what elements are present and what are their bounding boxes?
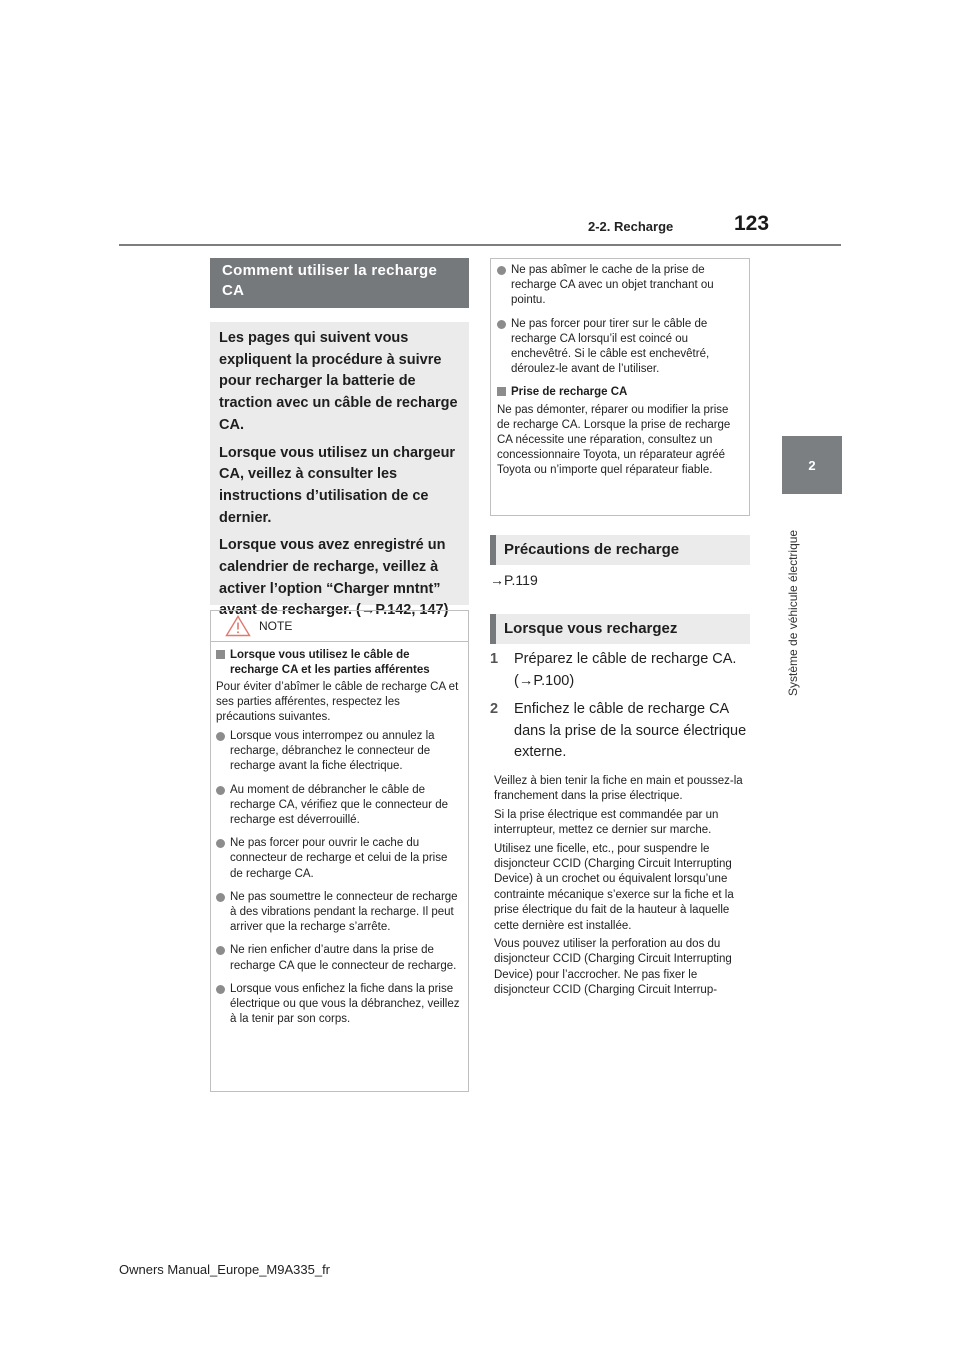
circle-bullet-icon [216,946,225,955]
paragraph: Vous pouvez utiliser la perforation au dos du disjoncteur CCID (Charging Circuit Interrupting Device) pour l’accrocher. Ne pas fixer le disjoncteur CCID (Charging Circuit Interrup- [494,938,732,997]
paragraph: Veillez à bien tenir la fiche en main et poussez-la franchement dans la prise électrique. [494,775,743,803]
list-item: Au moment de débrancher le câble de recharge CA, vérifiez que le connecteur de recharge est déverrouillé. [216,783,460,829]
footer-doc-id: Owners Manual_Europe_M9A335_fr [119,1262,331,1277]
intro-box [210,322,469,619]
circle-bullet-icon [216,985,225,994]
square-bullet-icon [216,650,225,659]
circle-bullet-icon [216,893,225,902]
chapter-number: 2 [808,457,816,473]
charging-instructions [494,774,746,1002]
note-box [210,610,469,1092]
header-rule [119,244,841,246]
page-reference-link[interactable]: →P.119 [490,572,538,588]
circle-bullet-icon [216,732,225,741]
square-bullet-icon [497,387,506,396]
paragraph: Utilisez une ficelle, etc., pour suspendre le disjoncteur CCID (Charging Circuit Interrupting Device) à un crochet ou équivalent lorsqu’une contrainte mécanique s’exerce sur la fiche et la prise électrique du fait de la hauteur à laquelle cette dernière est installée. [494,842,734,932]
paragraph: Si la prise électrique est commandée par un interrupteur, mettez ce dernier sur marche. [494,808,719,837]
list-item: Ne rien enficher d’autre dans la prise de recharge CA que le connecteur de recharge. [216,943,460,973]
chapter-title-vertical [782,500,810,700]
step-text: Enfichez le câble de recharge CA dans la prise de la source électrique externe. [514,701,747,761]
note-title: Lorsque vous utilisez le câble de recharge CA et les parties afférentes [216,648,460,677]
intro-paragraph: Les pages qui suivent vous expliquent la procédure à suivre pour recharger la batterie de traction avec un câble de recharge CA. [219,330,458,433]
heading-bar [490,614,496,644]
charge-port-title: Prise de recharge CA [497,385,741,400]
step-number: 1 [490,651,499,667]
section-heading-ac-charging: Comment utiliser la recharge CA [210,258,469,308]
note-continuation-box [490,258,750,516]
list-item: Lorsque vous interrompez ou annulez la recharge, débranchez le connecteur de recharge avant la fiche électrique. [216,729,460,775]
list-item: Lorsque vous enfichez la fiche dans la prise électrique ou que vous la débranchez, veillez à la tenir par son corps. [216,982,460,1028]
note-label: NOTE [259,619,293,633]
section-heading-precautions: Précautions de recharge [490,535,750,565]
chapter-tab[interactable] [782,436,842,494]
step-2 [490,699,750,764]
warning-triangle-icon [225,615,251,637]
step-1 [490,649,750,692]
list-item: Ne pas soumettre le connecteur de recharge à des vibrations pendant la recharge. Il peut arriver que la recharge s’arrête. [216,890,460,936]
charge-port-text: Ne pas démonter, réparer ou modifier la prise de recharge CA. Lorsque la prise de recharge CA nécessite une réparation, consultez un concessionnaire Toyota, un réparateur agréé Toyota ou n’importe quel réparateur fiable. [497,403,731,476]
intro-paragraph: Lorsque vous utilisez un chargeur CA, veillez à consulter les instructions d’utilisation de ce dernier. [219,444,456,526]
circle-bullet-icon [497,266,506,275]
step-text: Préparez le câble de recharge CA. (→P.100) [514,651,737,689]
section-reference: 2-2. Recharge [588,219,674,234]
circle-bullet-icon [497,320,506,329]
list-item: Ne pas abîmer le cache de la prise de recharge CA avec un objet tranchant ou pointu. [497,263,741,309]
note-header [211,611,468,642]
page-number: 123 [734,212,770,235]
circle-bullet-icon [216,786,225,795]
list-item: Ne pas forcer pour ouvrir le cache du connecteur de recharge et celui de la prise de recharge CA. [216,836,460,882]
circle-bullet-icon [216,839,225,848]
list-item: Ne pas forcer pour tirer sur le câble de recharge CA lorsqu’il est coincé ou enchevêtré. Si le câble est enchevêtré, déroulez-le avant de l’utiliser. [497,317,741,378]
note-intro: Pour éviter d’abîmer le câble de recharge CA et ses parties afférentes, respectez les précautions suivantes. [216,681,459,723]
section-heading-when-charging: Lorsque vous rechargez [490,614,750,644]
intro-paragraph: Lorsque vous avez enregistré un calendrier de recharge, veillez à activer l’option “Charger mntnt” avant de recharger. (→P.142, 147) [219,537,449,619]
heading-bar [490,535,496,565]
chapter-title: Système de véhicule électrique [786,529,800,696]
step-number: 2 [490,701,499,717]
